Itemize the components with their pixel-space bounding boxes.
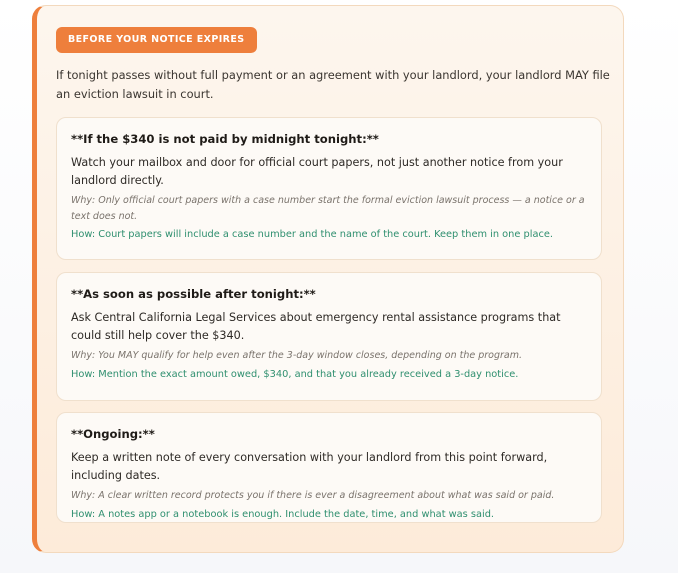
step-why: Why: You MAY qualify for help even after the 3-day window closes, depending on the program. xyxy=(71,350,523,361)
expiry-guidance-panel xyxy=(32,5,624,553)
step-how: How: A notes app or a notebook is enough. Include the date, time, and what was said. xyxy=(71,508,495,520)
step-card-tonight xyxy=(56,117,602,260)
section-badge: BEFORE YOUR NOTICE EXPIRES xyxy=(56,27,257,53)
step-why: Why: Only official court papers with a case number start the formal eviction lawsuit process — a notice or a text does not. xyxy=(71,195,585,222)
step-action: Watch your mailbox and door for official court papers, not just another notice from your landlord directly. xyxy=(71,156,563,187)
step-why: Why: A clear written record protects you if there is ever a disagreement about what was said or paid. xyxy=(71,490,555,501)
step-card-after-tonight xyxy=(56,272,602,401)
step-action: Keep a written note of every conversation with your landlord from this point forward, including dates. xyxy=(71,451,548,482)
step-how: How: Mention the exact amount owed, $340, and that you already received a 3-day notice. xyxy=(71,368,519,380)
step-how: How: Court papers will include a case number and the name of the court. Keep them in one place. xyxy=(71,229,553,240)
step-heading: **As soon as possible after tonight:** xyxy=(71,287,316,301)
step-action: Ask Central California Legal Services about emergency rental assistance programs that could still help cover the $340. xyxy=(71,311,561,342)
step-heading: **If the $340 is not paid by midnight tonight:** xyxy=(71,132,379,146)
intro-text: If tonight passes without full payment or an agreement with your landlord, your landlord MAY file an eviction lawsuit in court. xyxy=(56,68,610,101)
step-card-ongoing xyxy=(56,412,602,523)
step-heading: **Ongoing:** xyxy=(71,427,155,441)
